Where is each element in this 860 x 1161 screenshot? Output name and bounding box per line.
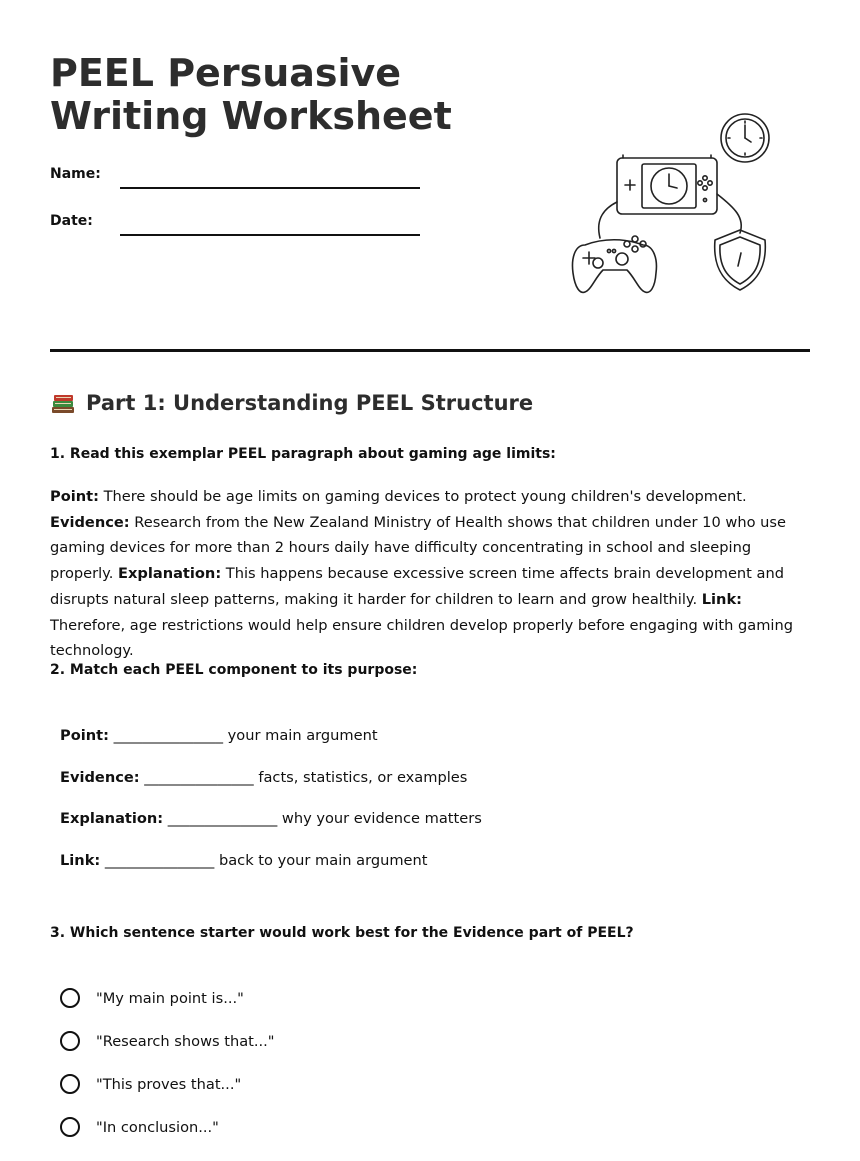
date-label: Date:	[50, 213, 93, 229]
option-text: "My main point is..."	[96, 989, 244, 1007]
radio-button[interactable]	[60, 1117, 80, 1137]
name-field[interactable]	[120, 187, 420, 189]
match-label: Evidence:	[60, 769, 140, 786]
section-divider	[50, 349, 810, 352]
section-heading-text: Part 1: Understanding PEEL Structure	[86, 391, 534, 415]
option-text: "In conclusion..."	[96, 1118, 219, 1136]
exemplar-paragraph	[50, 484, 815, 664]
radio-button[interactable]	[60, 1031, 80, 1051]
option-1[interactable]	[60, 988, 244, 1008]
option-2[interactable]	[60, 1031, 275, 1051]
gaming-illustration	[565, 108, 780, 298]
explanation-text: This happens because excessive screen time affects brain development and disrupts natural sleep patterns, making it harder for children to learn and grow healthily.	[50, 565, 784, 608]
match-row-evidence	[60, 769, 467, 786]
match-purpose: why your evidence matters	[281, 810, 482, 827]
option-text: "This proves that..."	[96, 1075, 242, 1093]
name-label: Name:	[50, 166, 101, 182]
cable-right	[717, 194, 741, 233]
question-1-prompt: 1. Read this exemplar PEEL paragraph about gaming age limits:	[50, 446, 556, 462]
match-label: Link:	[60, 852, 101, 869]
explanation-label: Explanation:	[118, 565, 222, 583]
evidence-label: Evidence:	[50, 513, 130, 531]
option-3[interactable]	[60, 1074, 241, 1094]
point-text: There should be age limits on gaming devices to protect young children's development.	[98, 488, 747, 505]
match-blank[interactable]: _______________	[113, 727, 224, 744]
radio-button[interactable]	[60, 988, 80, 1008]
match-label: Explanation:	[60, 810, 164, 827]
match-purpose: facts, statistics, or examples	[258, 769, 468, 786]
date-field[interactable]	[120, 234, 420, 236]
option-4[interactable]	[60, 1117, 219, 1137]
gamepad-icon	[573, 236, 657, 292]
stopwatch-icon	[721, 114, 769, 162]
match-blank[interactable]: _______________	[144, 769, 254, 786]
match-purpose: back to your main argument	[218, 852, 428, 869]
match-row-link	[60, 852, 428, 869]
match-blank[interactable]: _______________	[167, 810, 278, 827]
question-2-prompt: 2. Match each PEEL component to its purpose:	[50, 662, 418, 678]
worksheet-title: PEEL Persuasive Writing Worksheet	[50, 51, 452, 138]
match-purpose: your main argument	[227, 727, 378, 744]
shield-icon	[715, 230, 766, 290]
question-3-prompt: 3. Which sentence starter would work best for the Evidence part of PEEL?	[50, 925, 634, 941]
point-label: Point:	[50, 488, 99, 505]
match-label: Point:	[60, 727, 109, 744]
evidence-text: Research from the New Zealand Ministry of Health shows that children under 10 who use gaming devices for more than 2 hours daily have difficulty concentrating in school and sleeping properly.	[50, 513, 786, 583]
match-row-explanation	[60, 810, 482, 827]
link-text: Therefore, age restrictions would help ensure children develop properly before engaging with gaming technology.	[50, 616, 793, 660]
link-label: Link:	[701, 590, 742, 608]
handheld-console-icon	[617, 155, 717, 214]
match-blank[interactable]: _______________	[104, 852, 215, 869]
match-row-point	[60, 727, 378, 744]
radio-button[interactable]	[60, 1074, 80, 1094]
option-text: "Research shows that..."	[96, 1032, 275, 1050]
section-heading-part-1	[50, 390, 533, 416]
books-icon	[50, 390, 76, 416]
cable-left	[599, 202, 617, 238]
